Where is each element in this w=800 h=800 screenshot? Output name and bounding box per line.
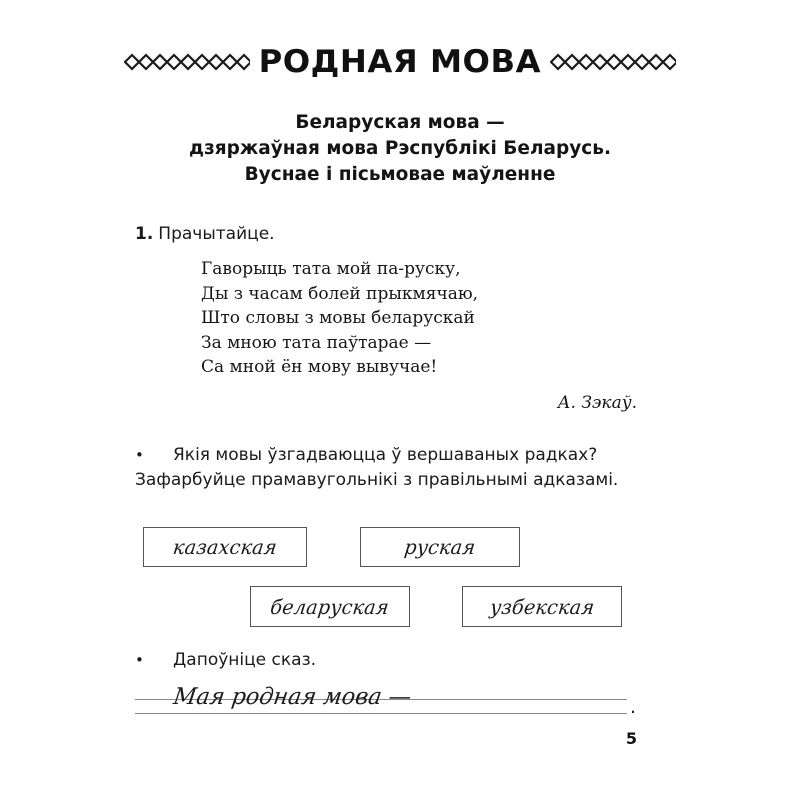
answer-box-uzbek-label: узбекская bbox=[488, 594, 596, 619]
diamond-ornament-left-icon bbox=[124, 52, 250, 72]
rule-line-bottom bbox=[135, 713, 627, 714]
answer-box-belarusian[interactable] bbox=[250, 586, 410, 627]
handwritten-answer: Мая родная мова — bbox=[171, 684, 413, 710]
diamond-ornament-right-icon bbox=[550, 52, 676, 72]
answer-box-russian-label: руская bbox=[403, 535, 477, 559]
poem-line-5: Са мной ён мову вывучае! bbox=[201, 357, 438, 377]
poem bbox=[201, 257, 478, 380]
bullet-icon: • bbox=[135, 446, 144, 464]
task-item-2 bbox=[135, 648, 555, 673]
answer-box-russian[interactable] bbox=[360, 527, 520, 567]
subtitle-line-3: Вуснае і пісьмовае маўленне bbox=[244, 164, 556, 185]
poem-attribution: А. Зэкаў. bbox=[557, 393, 637, 413]
exercise-instruction: Прачытайце. bbox=[158, 224, 275, 244]
exercise-number: 1. bbox=[135, 224, 154, 244]
answer-box-kazakh-label: казахская bbox=[171, 535, 279, 559]
poem-line-1: Гаворыць тата мой па-руску, bbox=[201, 259, 461, 279]
page-title: РОДНАЯ МОВА bbox=[258, 44, 542, 80]
answer-box-belarusian-label: беларуская bbox=[269, 594, 391, 619]
poem-line-4: За мною тата паўтарае — bbox=[201, 332, 432, 353]
task-item-1 bbox=[135, 443, 635, 493]
writing-line[interactable] bbox=[135, 684, 627, 715]
bullet-icon: • bbox=[135, 651, 144, 669]
page-header bbox=[0, 44, 800, 80]
task-1-text: Якія мовы ўзгадваюцца ў вершаваных радках? Зафарбуйце прамавугольнікі з правільнымі адказамі. bbox=[135, 445, 619, 490]
poem-line-3: Што словы з мовы беларускай bbox=[201, 308, 475, 328]
sentence-terminator: . bbox=[630, 696, 637, 718]
task-2-text: Дапоўніце сказ. bbox=[173, 650, 317, 670]
answer-box-kazakh[interactable] bbox=[143, 527, 307, 567]
poem-line-2: Ды з часам болей прыкмячаю, bbox=[201, 283, 479, 304]
subtitle-line-2: дзяржаўная мова Рэспублікі Беларусь. bbox=[189, 138, 611, 159]
lesson-subtitle bbox=[0, 110, 800, 188]
subtitle-line-1: Беларуская мова — bbox=[295, 112, 505, 133]
answer-box-uzbek[interactable] bbox=[462, 586, 622, 627]
exercise-heading bbox=[135, 223, 275, 245]
page-number: 5 bbox=[625, 729, 637, 748]
